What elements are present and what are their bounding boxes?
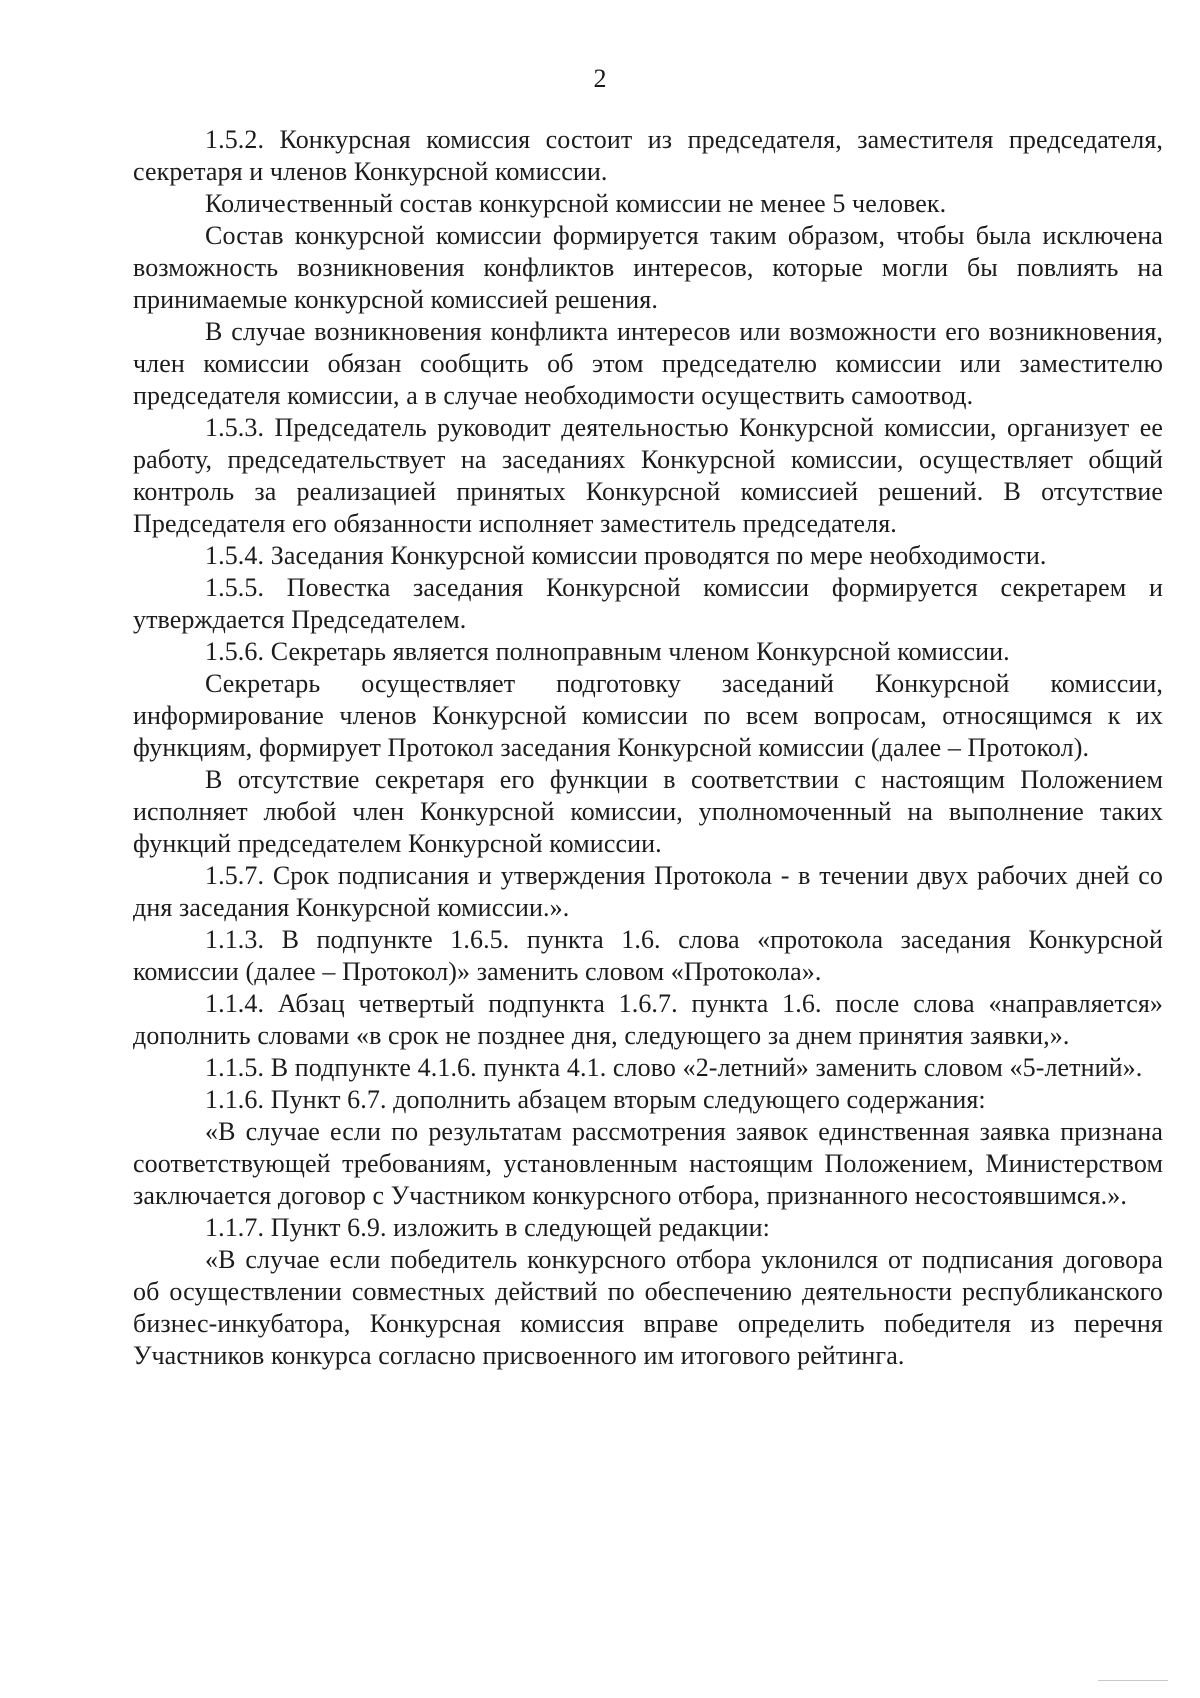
paragraph-6-7-addition: «В случае если по результатам рассмотрения заявок единственная заявка признана соответствующей требованиям, установленным настоящим Положением, Министерством заключается договор с Участником конкурсного отбора, признанного несостоявшимся.». [133, 1117, 1163, 1210]
scan-artifact-line [1098, 1680, 1168, 1681]
paragraph-1-1-5: 1.1.5. В подпункте 4.1.6. пункта 4.1. слово «2-летний» заменить словом «5-летний». [205, 1053, 1143, 1082]
paragraph-1-5-7: 1.5.7. Срок подписания и утверждения Протокола - в течении двух рабочих дней со дня заседания Конкурсной комиссии.». [133, 861, 1163, 922]
document-body [133, 124, 1163, 1372]
paragraph-1-5-5: 1.5.5. Повестка заседания Конкурсной комиссии формируется секретарем и утверждается Председателем. [133, 573, 1163, 634]
paragraph-1-5-3: 1.5.3. Председатель руководит деятельностью Конкурсной комиссии, организует ее работу, председательствует на заседаниях Конкурсной комиссии, осуществляет общий контроль за реализацией принятых Конкурсной комиссией решений. В отсутствие Председателя его обязанности исполняет заместитель председателя. [133, 413, 1163, 538]
paragraph-conflict-of-interest: В случае возникновения конфликта интересов или возможности его возникновения, член комиссии обязан сообщить об этом председателю комиссии или заместителю председателя комиссии, а в случае необходимости осуществить самоотвод. [133, 317, 1163, 410]
paragraph-1-5-4: 1.5.4. Заседания Конкурсной комиссии проводятся по мере необходимости. [205, 541, 1047, 570]
paragraph-1-1-6: 1.1.6. Пункт 6.7. дополнить абзацем вторым следующего содержания: [205, 1085, 986, 1114]
paragraph-6-9-new-text: «В случае если победитель конкурсного отбора уклонился от подписания договора об осуществлении совместных действий по обеспечению деятельности республиканского бизнес-инкубатора, Конкурсная комиссия вправе определить победителя из перечня Участников конкурса согласно присвоенного им итогового рейтинга. [133, 1245, 1163, 1370]
paragraph-1-1-3: 1.1.3. В подпункте 1.6.5. пункта 1.6. слова «протокола заседания Конкурсной комиссии (далее – Протокол)» заменить словом «Протокола». [133, 925, 1163, 986]
paragraph-commission-size: Количественный состав конкурсной комиссии не менее 5 человек. [205, 189, 947, 218]
paragraph-1-5-2: 1.5.2. Конкурсная комиссия состоит из председателя, заместителя председателя, секретаря и членов Конкурсной комиссии. [133, 125, 1163, 186]
paragraph-1-5-6: 1.5.6. Секретарь является полноправным членом Конкурсной комиссии. [205, 637, 1010, 666]
paragraph-1-1-7: 1.1.7. Пункт 6.9. изложить в следующей редакции: [205, 1213, 770, 1242]
paragraph-secretary-duties: Секретарь осуществляет подготовку заседаний Конкурсной комиссии, информирование членов Конкурсной комиссии по всем вопросам, относящимся к их функциям, формирует Протокол заседания Конкурсной комиссии (далее – Протокол). [133, 669, 1163, 762]
page-number: 2 [593, 64, 607, 93]
paragraph-1-1-4: 1.1.4. Абзац четвертый подпункта 1.6.7. пункта 1.6. после слова «направляется» дополнить словами «в срок не позднее дня, следующего за днем принятия заявки,». [133, 989, 1163, 1050]
paragraph-secretary-absence: В отсутствие секретаря его функции в соответствии с настоящим Положением исполняет любой член Конкурсной комиссии, уполномоченный на выполнение таких функций председателем Конкурсной комиссии. [133, 765, 1163, 858]
paragraph-commission-composition: Состав конкурсной комиссии формируется таким образом, чтобы была исключена возможность возникновения конфликтов интересов, которые могли бы повлиять на принимаемые конкурсной комиссией решения. [133, 221, 1163, 314]
